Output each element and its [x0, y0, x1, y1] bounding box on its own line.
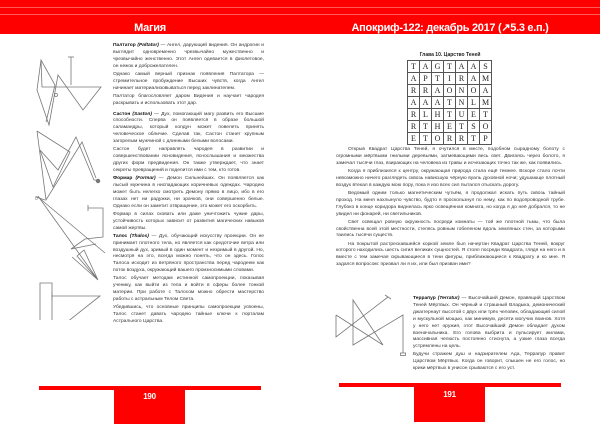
narrative-paragraph: На покрытой растрескавшейся коркой земле был начертан Квадрат Царства Теней, вокруг которого находились шесть сигил великих сущностей. Я стоял посреди Квадрата, глядя на него и в вместе с тем замечая скрывающиеся в тени фигуры, приближающиеся к Квадрату и ко мне. Я задался вопросом: призвал ли я их, или был призван ими? — [336, 241, 565, 268]
narrative-paragraph: Свет освещал ровную окружность посреди комнаты — той же плотной тьмы, что была свойственна всей этой местности, стелясь ровным гобеленом вдоль земляных стен, за которыми таились тысячи существ. — [336, 219, 565, 239]
entry-paragraph: — Дух, обучающий искусству проекции. Он не принимает плотного тела, но является как средоточие ветра или воздушный дух, зримый в один момент и незримый в другой. Но, несмотря на это, всегда можно понять, что он здесь. Голос Талоса исходит из ветряного пространства перед чародеем как поток воздуха, окружающий вашего произносимыми словами. — [113, 233, 265, 274]
grid-row: A A A T N L M — [408, 97, 492, 109]
entry-paragraph: — Высочайший Демон, правящий Царством Теней Мёртвых. Он чёрный и страшный Владыка, демонический джаггернаут высотой с двух или трёх человек, обладающий силой и мускульной мощью, как минимум, десяти могучих воинов. Хотя у него нет оружия, этот Высочайший Демон обладает духом военачальника. Его голова выбрита и пульсирует жилами, массивная челюсть постоянно стиснута, а узкие глаза всегда устремлены на цель. — [413, 296, 565, 350]
saston-sigil-icon — [36, 131, 100, 200]
grid-row: R R A O N O A — [408, 85, 492, 97]
entry-name: Састон — [113, 111, 131, 117]
entry-name: Террапур — [413, 296, 436, 301]
formar-sigil-icon — [35, 196, 105, 280]
header-rule — [300, 7, 600, 8]
entry-paragraph: — Ангел, дарующий видения. Он андрогин и выглядит одновременно чрезвычайно мужественно и чрезвычайно женственно. Этот Ангел одевается в фиолетовое, он нежок и доброжелателен. — [113, 43, 264, 69]
entry-paragraph: Будучи стражем душ и надзирателем Ада, Террапур правит Царством Мёртвых. Когда он говорит, слышен не его голос, но крики мёртвых в унисон срываются с его уст. — [413, 352, 565, 372]
grid-row: R T H E T S O — [408, 121, 492, 133]
sigils-column — [0, 40, 112, 320]
header-rule — [300, 14, 600, 15]
entry-paragraph: Палтатор благословляет даром Видения и научает чародея раскрывать и использовать этот дар. — [113, 93, 264, 106]
grid-row: A P T I R A M — [408, 73, 492, 85]
terratur-entry: Террапур (Terratur) — Высочайший Демон, правящий Царством Теней Мёртвых. Он чёрный и страшный Владыка, демонический джаггернаут высотой с двух или трёх человек, обладающий силой и мускульной мощью, как минимум, десяти могучих воинов. Хотя у него нет оружия, этот Высочайший Демон обладает духом военачальника. Его голова выбрита и пульсирует жилами, массивная челюсть постоянно стиснута, а узкие глаза всегда устремлены на цель. Будучи стражем душ и надзирателем Ада, Террапур правит Царством Мёртвых. Когда он говорит, слышен не его голос, но крики мёртвых в унисон срываются с его уст. — [413, 296, 565, 372]
entry-paragraph: Састон будет направлять чародея в развитии и совершенствовании ясновидения, ясноcлышания и множества других форм предвидения. Он также утверждает, что знает секреты превращений и поделится ими с тем, кто готов. — [113, 147, 264, 173]
grid-row: E T O R R T P — [408, 133, 492, 145]
entry-name: Палтатор — [113, 43, 136, 48]
entry-name: Формар — [113, 176, 133, 182]
entry-name: Талос — [113, 233, 128, 239]
paltator-sigil-icon — [37, 57, 101, 125]
header-rule — [0, 14, 300, 15]
page-number: 191 — [414, 386, 485, 422]
right-page — [300, 0, 600, 424]
grid-row: R L H T U E T — [408, 109, 492, 121]
left-header — [0, 0, 300, 34]
talos-sigil-icon — [40, 283, 100, 320]
kingdom-square-grid — [407, 60, 492, 145]
terratur-sigil-icon — [330, 291, 408, 363]
narrative-paragraph: Ведомый одним только магнетическим чутьём, я продолжал искать путь сквозь тайный проход. На меня нахлынуло чувство, будто я проскользнул по нему, как по водопроводной трубе. Глубоко в конце коридора виднелась ярко освещённая комната, но когда я до неё добрался, то не увидел ни фонарей, ни светильников. — [336, 190, 565, 217]
grid-row: T A G T A A S — [408, 61, 492, 73]
entry-paragraph: Однако самый верный признак появления Палтатора — стремительное пробуждение Высших чувств, когда Ангел начинает материализовываться перед заклинателем. — [113, 71, 264, 91]
svg-text:0: 0 — [35, 196, 38, 202]
header-rule — [0, 7, 300, 8]
page-number: 190 — [114, 388, 185, 424]
right-header — [300, 0, 600, 34]
issue-title: Апокриф-122: декабрь 2017 (↗5.3 е.п.) — [351, 22, 549, 34]
entry-paragraph: Талос обучает методам истинной самопроекции, показывая ученику, как выйти из тела и войти в сферы более тонкой материи. При работе с Талосом можно обрести мастерство работы с астральным Телом Света. — [113, 276, 264, 303]
entry-paragraph: — Дух, помогающий магу развить его Высшие способности. Сперва он появляется в образе большой саламандры, который колдун может повелеть принять человеческое обличие. Сделав так, Састон станет крупным загорелым мужчиной с длинными белыми волосами. — [113, 111, 265, 145]
right-text-column — [336, 147, 565, 270]
chapter-title: Глава 10. Царство Теней — [419, 52, 481, 58]
entry-paragraph: Убедившись, что основные принципы самопроекции усвоены, Талос станет давать чародею тайные ключи к порталам Астрального Царства. — [113, 305, 264, 324]
left-text-column: Палтатор (Paltator) — Ангел, дарующий видения. Он андрогин и выглядит одновременно чрезвычайно мужественно и чрезвычайно женственно. Этот Ангел одевается в фиолетовое, он нежок и доброжелателен. Однако самый верный признак появления Палтатора — стремительное пробуждение Высших чувств, когда Ангел начинает материализовываться перед заклинателем. Палтатор благословляет даром Видения и научает чародея раскрывать и использовать этот дар. Састон (Saston) — Дух, помогающий магу развить его Высшие способности. Сперва он появляется в образе большой саламандры, который колдун может повелеть принять человеческое обличие. Сделав так, Састон станет крупным загорелым мужчиной с длинными белыми волосами. Састон будет направлять чародея в развитии и совершенствовании ясновидения, ясноcлышания и множества других форм предвидения. Он также утверждает, что знает секреты превращений и поделится ими с тем, кто готов. Формар (Formar) — Демон Сильнейших. Он появляется как лысый мужчина в ниспадающих коричневых одеждах. Чародею может быть нелегко смотреть Демону прямо в лицо, ибо в его глазах нет ни радужки, ни зрачков, они совершенно белые. Однако если он заметит отвращение, это может его оскорбить. Формар в силах сковать или даже уничтожить чужие дары, устойчивость которых зависит от развития магических навыков самой жертвы. Талос (Thalos) — Дух, обучающий искусству проекции. Он не принимает плотного тела, но является как средоточие ветра или воздушный дух, зримый в один момент и незримый в другой. Но, несмотря на это, всегда можно понять, что он здесь. Голос Талоса исходит из ветряного пространства перед чародеем как поток воздуха, окружающий вашего произносимыми словами. Талос обучает методам истинной самопроекции, показывая ученику, как выйти из тела и войти в сферы более тонкой материи. При работе с Талосом можно обрести мастерство работы с астральным Телом Света. Убедившись, что основные принципы самопроекции усвоены, Талос станет давать чародею тайные ключи к порталам Астрального Царства. — [113, 43, 265, 324]
narrative-paragraph: Когда я приблизился к центру, окружающая природа стала ещё темнее. Вскоре стало почти невозможно ничего разглядеть сквозь нависшую чёрную вуаль духовной ночи; удушающе плотный воздух втекал в каждую мою пору, пока я изо всех сил пытался отыскать дорогу. — [336, 168, 565, 188]
quill-icon: ↗ — [501, 22, 511, 34]
entry-paragraph: — Демон Сильнейших. Он появляется как лысый мужчина в ниспадающих коричневых одеждах. Чародею может быть нелегко смотреть Демону прямо в лицо, ибо в его глазах нет ни радужки, ни зрачков, они совершенно белые. Однако если он заметит отвращение, это может его оскорбить. — [113, 176, 264, 209]
section-title: Магия — [134, 22, 166, 34]
narrative-paragraph: Открыв Квадрат Царства Теней, я очутился в месте, подобном сырадному болоту с огромными мёртвыми гнилыми деревьями, затмевающими весь свет. Двигаясь через болото, я замечал тысячи глаз, взирающих на человека из травы и исчезающих точно так же, как появились. — [336, 147, 565, 166]
entry-paragraph: Формар в силах сковать или даже уничтожить чужие дары, устойчивость которых зависит от развития магических навыков самой жертвы. — [113, 211, 264, 231]
